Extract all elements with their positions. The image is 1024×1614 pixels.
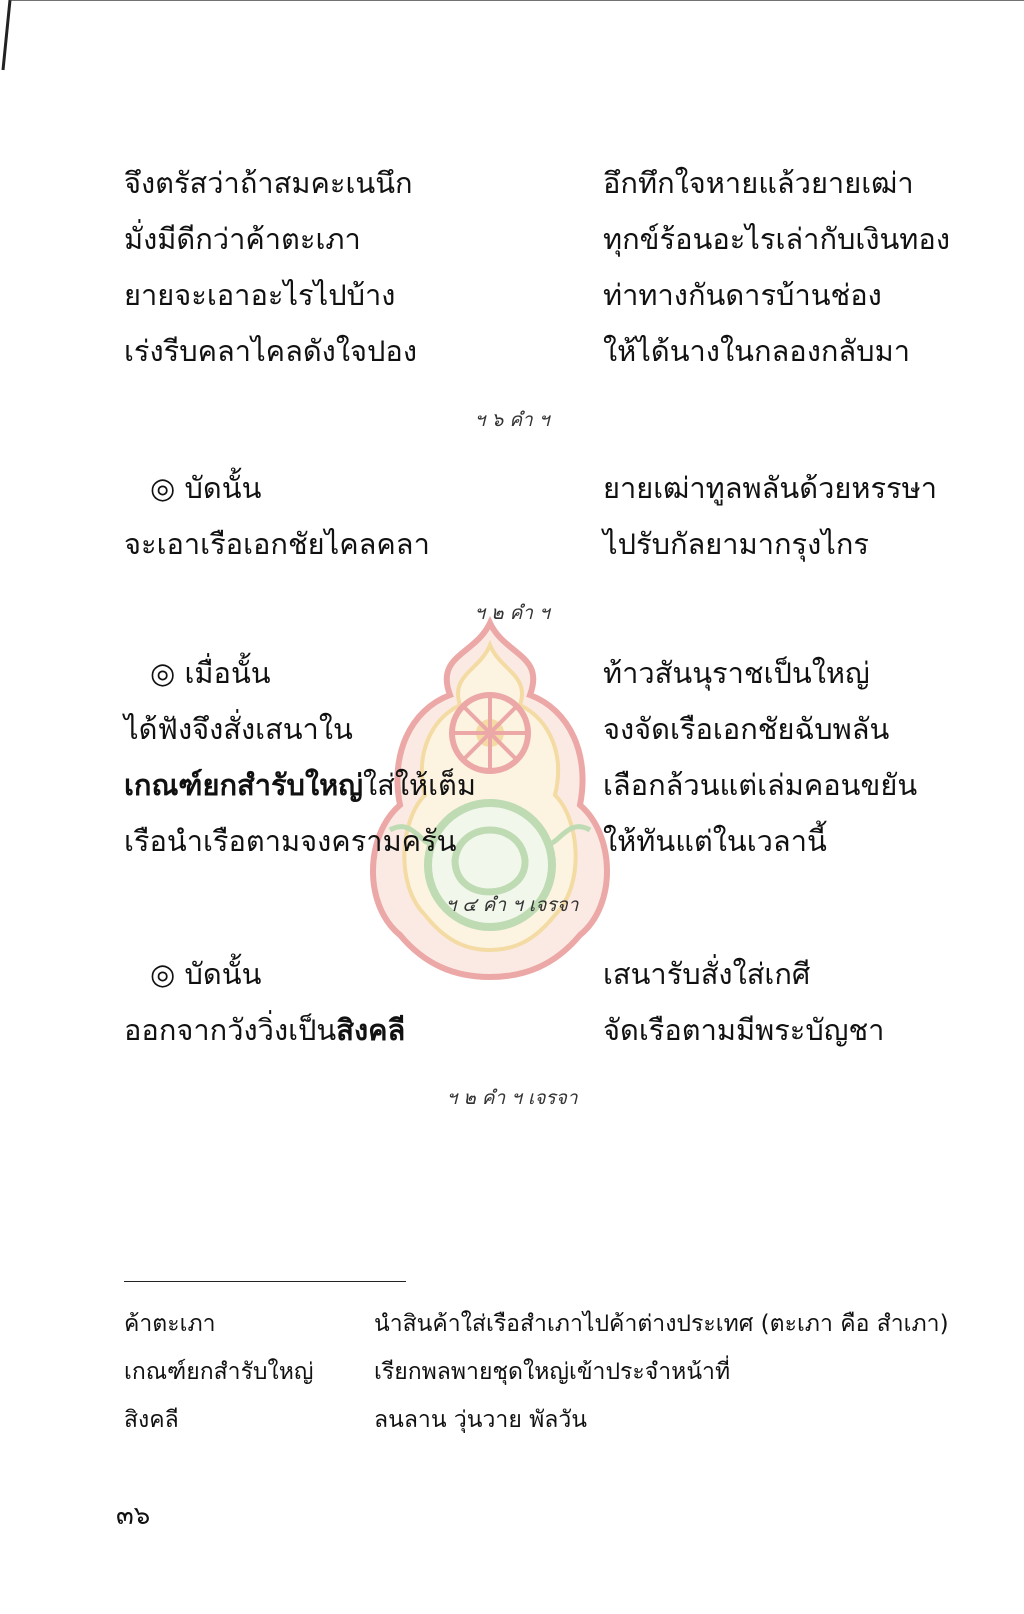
verse-first-half: จึงตรัสว่าถ้าสมคะเนนึก [124, 166, 413, 200]
page-number: ๓๖ [116, 1501, 151, 1531]
footnote-term: สิงคลี [124, 1407, 179, 1433]
glossary-footnotes [124, 1300, 1004, 1444]
note-mark: ฯ [474, 409, 486, 431]
verse-second-half: ให้ได้นางในกลองกลับมา [603, 334, 910, 368]
verse-first-half: ◎ บัดนั้น [150, 957, 262, 991]
verse-row [0, 155, 1024, 211]
note-text: ๖ คำ [491, 409, 533, 431]
verse-second-half: จงจัดเรือเอกชัยฉับพลัน [603, 712, 890, 746]
verse-row [0, 460, 1024, 516]
footnote-definition: เรียกพลพายชุดใหญ่เข้าประจำหน้าที่ [374, 1359, 731, 1385]
stanza-3 [0, 645, 1024, 869]
verse-row [0, 323, 1024, 379]
verse-row [0, 267, 1024, 323]
footnote-entry [124, 1300, 1004, 1348]
verse-first-half [124, 757, 476, 813]
verse-second-half: ท้าวสันนุราชเป็นใหญ่ [603, 656, 870, 690]
verse-row [0, 813, 1024, 869]
verse-second-half: จัดเรือตามมีพระบัญชา [603, 1013, 885, 1047]
footnote-divider [124, 1281, 406, 1282]
verse-first-half: ยายจะเอาอะไรไปบ้าง [124, 278, 396, 312]
verse-text: ออกจากวังวิ่งเป็น [124, 1013, 337, 1047]
verse-second-half: อึกทึกใจหายแล้วยายเฒ่า [603, 166, 914, 200]
footnote-definition: ลนลาน วุ่นวาย พัลวัน [374, 1407, 588, 1433]
verse-second-half: ท่าทางกันดารบ้านช่อง [603, 278, 882, 312]
verse-first-half: เรือนำเรือตามจงครามครัน [124, 824, 457, 858]
verse-first-half: ◎ บัดนั้น [150, 471, 262, 505]
verse-first-half [124, 1002, 405, 1058]
note-text: ๒ คำ [491, 602, 533, 624]
stanza-4 [0, 946, 1024, 1058]
verse-row [0, 946, 1024, 1002]
verse-first-half: เร่งรีบคลาไคลดังใจปอง [124, 334, 417, 368]
footnote-term: เกณฑ์ยกสำรับใหญ่ [124, 1359, 314, 1385]
footnote-term: ค้าตะเภา [124, 1311, 216, 1337]
verse-second-half: ไปรับกัลยามากรุงไกร [603, 527, 869, 561]
verse-second-half: ทุกข์ร้อนอะไรเล่ากับเงินทอง [603, 222, 950, 256]
verse-count-note [0, 405, 1024, 435]
stanza-1 [0, 155, 1024, 379]
verse-second-half: เลือกล้วนแต่เล่มคอนขยัน [603, 768, 918, 802]
note-text: ๒ คำ ฯ เจรจา [463, 1087, 578, 1109]
verse-text-rest: ใส่ให้เต็ม [362, 768, 476, 802]
verse-count-note [0, 598, 1024, 628]
note-mark: ฯ [539, 602, 550, 624]
note-text: ๔ คำ ฯ เจรจา [462, 894, 579, 916]
footnote-entry [124, 1348, 1004, 1396]
footnote-entry [124, 1396, 1004, 1444]
verse-second-half: ยายเฒ่าทูลพลันด้วยหรรษา [603, 471, 938, 505]
verse-row [0, 645, 1024, 701]
verse-first-half: ◎ เมื่อนั้น [150, 656, 271, 690]
verse-first-half: มั่งมีดีกว่าค้าตะเภา [124, 222, 361, 256]
verse-first-half: ได้ฟังจึงสั่งเสนาใน [124, 712, 353, 746]
verse-row [0, 516, 1024, 572]
note-mark: ฯ [446, 1087, 458, 1109]
verse-second-half: เสนารับสั่งใส่เกศี [603, 957, 811, 991]
verse-row [0, 701, 1024, 757]
verse-row [0, 211, 1024, 267]
note-mark: ฯ [445, 894, 457, 916]
glossed-term: สิงคลี [336, 1013, 406, 1047]
glossed-term: เกณฑ์ยกสำรับใหญ่ [124, 768, 363, 802]
footnote-definition: นำสินค้าใส่เรือสำเภาไปค้าต่างประเทศ (ตะเภา คือ สำเภา) [374, 1311, 949, 1337]
note-mark: ฯ [474, 602, 485, 624]
verse-first-half: จะเอาเรือเอกชัยไคลคลา [124, 527, 430, 561]
verse-row [0, 757, 1024, 813]
stanza-2 [0, 460, 1024, 572]
verse-second-half: ให้ทันแต่ในเวลานี้ [603, 824, 827, 858]
verse-count-note [0, 890, 1024, 920]
note-mark: ฯ [538, 409, 550, 431]
verse-count-note [0, 1083, 1024, 1113]
verse-row [0, 1002, 1024, 1058]
